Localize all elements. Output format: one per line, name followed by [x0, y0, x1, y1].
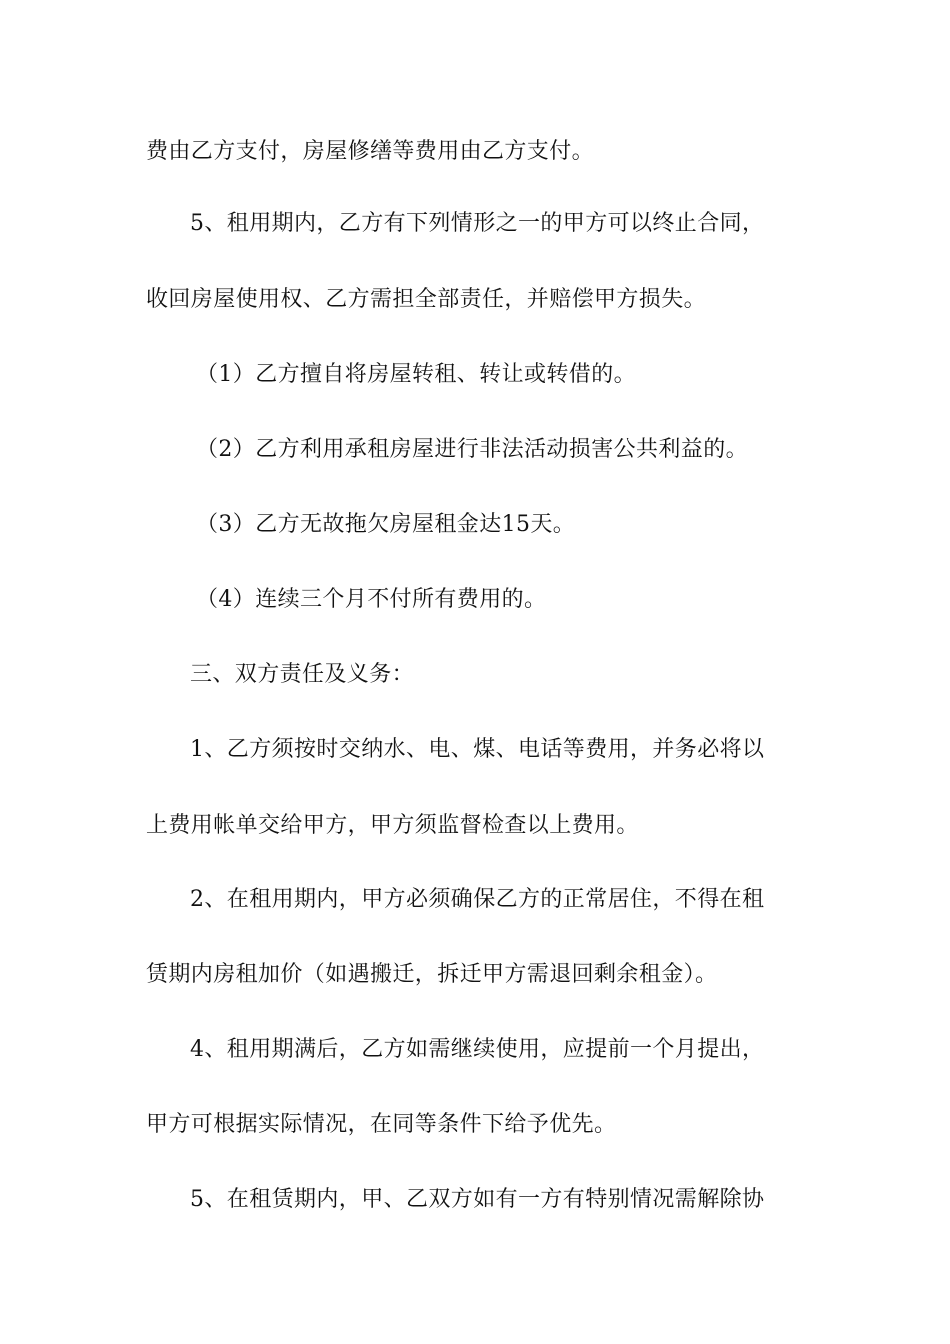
text-line: 5、在租赁期内，甲、乙双方如有一方有特别情况需解除协	[190, 1187, 765, 1212]
text-line: 费由乙方支付，房屋修缮等费用由乙方支付。	[146, 139, 595, 164]
text-line: 1、乙方须按时交纳水、电、煤、电话等费用，并务必将以	[190, 737, 765, 762]
text-line: （2）乙方利用承租房屋进行非法活动损害公共利益的。	[196, 437, 748, 462]
text-line: 收回房屋使用权、乙方需担全部责任，并赔偿甲方损失。	[146, 287, 707, 312]
text-line: 4、租用期满后，乙方如需继续使用，应提前一个月提出，	[190, 1037, 765, 1062]
text-line: 5、租用期内，乙方有下列情形之一的甲方可以终止合同，	[190, 211, 765, 236]
text-line: （4）连续三个月不付所有费用的。	[196, 587, 547, 612]
section-heading: 三、双方责任及义务：	[190, 662, 415, 687]
text-line: （1）乙方擅自将房屋转租、转让或转借的。	[196, 362, 636, 387]
text-line: （3）乙方无故拖欠房屋租金达15天。	[196, 512, 576, 537]
text-line: 上费用帐单交给甲方，甲方须监督检查以上费用。	[146, 813, 639, 838]
text-line: 甲方可根据实际情况，在同等条件下给予优先。	[146, 1112, 617, 1137]
text-line: 2、在租用期内，甲方必须确保乙方的正常居住，不得在租	[190, 887, 765, 912]
text-line: 赁期内房租加价（如遇搬迁，拆迁甲方需退回剩余租金）。	[146, 962, 718, 987]
